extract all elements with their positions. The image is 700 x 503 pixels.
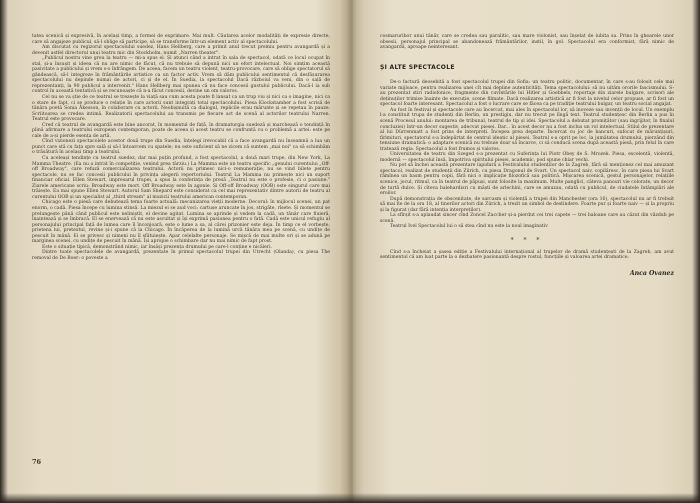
book-edge-right [692, 0, 700, 503]
closing-paragraph: Cînd s-a încheiat a șasea ediție a Festivalului internațional al trupelor de dramă studențești de la Zagreb, am avut sentimentul că am luat parte la o dezbatere pasionantă despre rostul, funcțiile și valoarea artei dramatice. [380, 249, 674, 261]
paragraph: cosmaruribor unui tânăr, care se credea sau paralitic, sau mare violonist, sau înșelat de iubita sa. Prins în ghearele unor obsesii, personajul principal se abandonează frământărilor, instil, în gol. Spectacolul era conformist, fără nimic de avangardă, aproape neinteresant. [380, 34, 674, 51]
section-title: ȘI ALTE SPECTACOLE [380, 63, 455, 71]
paragraph: Universitatea de teatru din Szeged s-a prezentat cu Suferința lui Piotr Obey de S. Mrozek. Piesa, excelentă, violentă, modernă — spectacolul însă, împotriva spiritului piesei, academic, pod spune chiar vechi. [380, 152, 674, 163]
paragraph: La sfîrșit s-a aplaudat sincer cînd Zoncel Zuccher și-a pierdut cei trei capete — trei baloane care au căzut din văzduh pe scenă. [380, 213, 674, 224]
paragraph: Dintre toate spectacolele de avangardă, prezentate în primul spectacolul trupei din Utrecht (Olanda), cu piesa The removal de De Boer: o poveste a [32, 250, 330, 261]
page-number: 76 [32, 458, 42, 466]
paragraph: Cred că teatrul de avangardă este bine ancorat, în momentul de față, în dramaturgia suedeză și marchează o tendință în plină afirmare a teatrului european contemporan, poate de aceea și acest teatru se confruntă cu o problemă a artei: este pe cale de a-și pierde esența de artă. [32, 122, 330, 139]
paragraph: Am discutat cu regizorul spectacolului suedez, Hans Hellberg, care a primit anul trecut premiu pentru avangardă și a devenit astfel directorul unui teatru mic din Stockholm, numit „Narren theater". [32, 45, 330, 56]
paragraph: Este o situație tipică, demonstrând nimic, iar însăși prezența drumului pe care-l conține e nicăieri. [42, 244, 273, 250]
paragraph: După demonstrația de obscenitate, de sarcasm și violență a trupei din Manchester (ora 16), spectacolul nu ar fi trebuit să mai fie de la ora 18, al tinerilor actori din Zürich, a trezit un simbol de destindere. Foarte pur și foarte naiv — și la propriu și la figurat (dar fără intenția interpreților). [380, 196, 674, 213]
paragraph: „Publicul nostru vine greu la teatru — mi-a spus el. Și atunci când a intrat în sala de spectacol, odată ce locul ocupat în stal, și-a însușit și ideea că nu are nimic de făcut, că nu trebuie să depună nici un efort intelectual. Noi simțim această pasivitate a publicului și vrem s-o înfrângem. De aceea, facem un teatru violent, teatru-provocare, care să oblige spectatorul să gândească, să-l integreze în frământările artistice ca un factor activ. Vrem să dăm publicului sentimentul că desfășurarea spectacolului nu depinde numai de actori, ci și de el. În Suedia, la spectacolul Dacă războiul va veni, din o sală de reprezentanți, la 90 publicul a intervenit." Hans Hellberg mai spunea că nu face concesii gustului publicului. Dacă-l ia sub control în această tentativă și se recunoaște că n-a făcut concesii, devine un om valoros. [32, 56, 330, 95]
paragraph: De-o factură deosebită a fost spectacolul trupei din Sofia: un teatru politic, documentar, în care s-au folosit cele mai variate mijloace, pentru realizarea unei cît mai depline autenticități. Tema spectacolului: să nu uităm ororile fascismului. S-au prezentat stiri radiofonice, fragmente din cuvîntările lui Hitler și Goebbels, reportaje din ziarele bulgare, scrisori ale deținuților trimise înainte de execuție, scene filmate. Dacă realizarea artistică ar fi fost la nivelul celor propuse, ar fi fost un spectacol foarte interesant. Spectacolul a fost o lucrare care se făcea ca pe tradiție teatrului bulgar, un teatru social angajat. [380, 80, 674, 108]
section-divider-stars: * * * [510, 236, 544, 244]
paragraph: Cel nu se va știe de ce teatrul se trezește la viață sau cum acesta poate fi lansat ca un trup viu și nici ca o imagine, nici ca o stare de fapt, ci se produce o relație în care actorii sunt integrați total spectacolului. Piesa Klockstamher a fost scrisă de tânăra poetă Sonia Åkesson, în colaborare cu actorii. Neobișnuită ca dialogul, replicile erau mărunte și se repetau în pauze. Scriitoarea se credea intimă. Realizatorii spectacolului au transmis pe fiecare act de scenă al actorilor teatrului Narren. Teatrul este provocare. [32, 95, 330, 123]
paragraph: Nu pot să închei această prezentare lapidară a Festivalului studenților de la Zagreb, fără să menționez cel mai amuzant spectacol, realizat de studenții din Zürich, cu piesa Dragonul de Svart. Un spectacol naiv, copilăresc, în care piesa lui Svart rămînea un basm pentru copii, fără nici o implicație filozofică sau politică. Mișcarea scenică, gestul personajelor, relațiile scenice, jocul, ritmul, ca în teatrul de păpuși, sunt folosite la maximum. Multe panglici, câteva panouri vie colorate, un decor de turtă dulce. Și cîteva balehardisri cu măști de arlechini, care se amuzau, odată cu publicul, de ciudatele întâmplări ale eroilor. [380, 163, 674, 197]
paragraph: Teatrul Ivel Spectacolul lui o să stea cînd nu este la noul imaginativ [390, 224, 548, 230]
right-page-text [380, 34, 674, 276]
paragraph: Cînd vizionezi spectacolele acestor două trupe din Suedia, înțelegi irevocabil că a face avangardă nu înseamnă a lua un punct care stă cu fața spre sală și să-l întoarcem cu spatele; nu este suficient să ne zicem că suntem „mai noi" ca să schimbăm o trăsătură în același timp a teatrului. [32, 139, 330, 156]
paragraph: tatea scenică și expresivă, în același timp, a formei de exprimare. Mai mult. Căutarea acelor modalități de expresie directe, care să angajeze publicul, să-l oblige să participe, să se transforme într-un element activ al spectacolului. [32, 34, 330, 45]
paragraph: Au fost în festival și spectacole care au încercat, mai ales în spectacolul lor, să inoveze sau invenții de locul. Un exemplu l-a constituit trupa de studenți din Berlin, un prestigiu, dar nu trecut pe lîngă text. Teatrul studențesc din Berlin a pus în scenă Procesul anului: montarea de tribunal, teatrul de tip și idei. Spectacolul a debutat promițător (sau ingrijitor, în finalul concluziei) într-un decor sugestiv, adecvat piesei. Dar... în acest decor nu a fost inclus un rol intelectual. Stilul de prezentare al lui Dürrenmatt a fost prins de interpreți. Începea prea departe. Încercat cu joc de bancuri, sufocat de mărunțișuri, firimituri, spectatorul s-a îndepărtat de centrul ideatic al piesei. Teatrul s-a oprit pe loc, la jumătatea drumului, pierzând din tensiune dramatică: o adaptare scenică nu trebuie doar să încarce, ci să conducă scena după această piesă, prin felul în care tratează regia. Spectacolul a fost frumos și valoros. [380, 107, 674, 152]
left-page-text [32, 34, 330, 261]
book-edge-bottom [0, 493, 700, 503]
right-page [352, 0, 700, 503]
paragraph: Chicago este o piesă care debutează tema foarte actuală: mecanizarea vieții moderne. Decorul: în mijlocul scenei, un pat enorm, o cadă. Piesa începe cu lumina stinsă. La miezul ei se aud voci: cartușe aruncate în jos, strigăte, rîsete. Și momentul se prelungește până când publicul este neliniștit, el devine agitat. Lumina se aprinde și vedem la cadă, un tânăr care fluieră, înaintează și se îmbracă. El se enervează că nu este ascultat și își exprimă pasiunea pentru o fată. Cadă este unicul refugiu al personajului principal față de lumea care îl înconjoară, este o lume a sa, al cărei prizonier este deja. În timp ce el vorbește, prietena lui, pretextul, revine și-i spune că la Chicago. În încăperea de la lumină urcă tânăra mea pe scenă, cu undițe de pescuit în mână. Ei se privesc și nimeni nu îl sfătuiește. Apar celelalte personaje. Se mișcă de mai multe ori și se adună pe marginea scenei, cu undițe de pescuit în mână. Își apropie o schimbare dar nu mai nimic de fapt prost. [32, 200, 330, 245]
paragraph: Cu aceleași tendințe cu teatrul suedez, dar mai puțin profund, a fost spectacolul, a două mari trupe, din New York, La Mamma Theatre. (Ea nu a intrat în competiție, venind prea târziu.) La Mamma este un teatru specific „genului curentului „Off-off Broadway", care refuză comercializarea teatrului. Actorii nu primesc nici-o remunerație, nu se vind bilete pentru spectacole, nu se fac concesii publicului în privința alegerii repertoriului. Teatrul La Mamma nu primește nici un suport financiar oficial. Ellen Stewart, impresarul trupei, a spus la conferința de presă „Teatrul nu este o profesie, ci o pasiune." Ziarele americane scriu: Broadway este mort. Off Broadway este în agonie. Și Off-off Broadway (OOB) este singurul care mai trăiește. Ea mai spune Ellen Stewart. Autorul Sam Shepard este considerat ca cel mai reprezentativ dintre autorii de teatru al curentului OOB și un specialist al „third stream" al muzicii teatrului american contemporan. [32, 156, 330, 200]
author-signature: Anca Ovanez [629, 269, 674, 277]
